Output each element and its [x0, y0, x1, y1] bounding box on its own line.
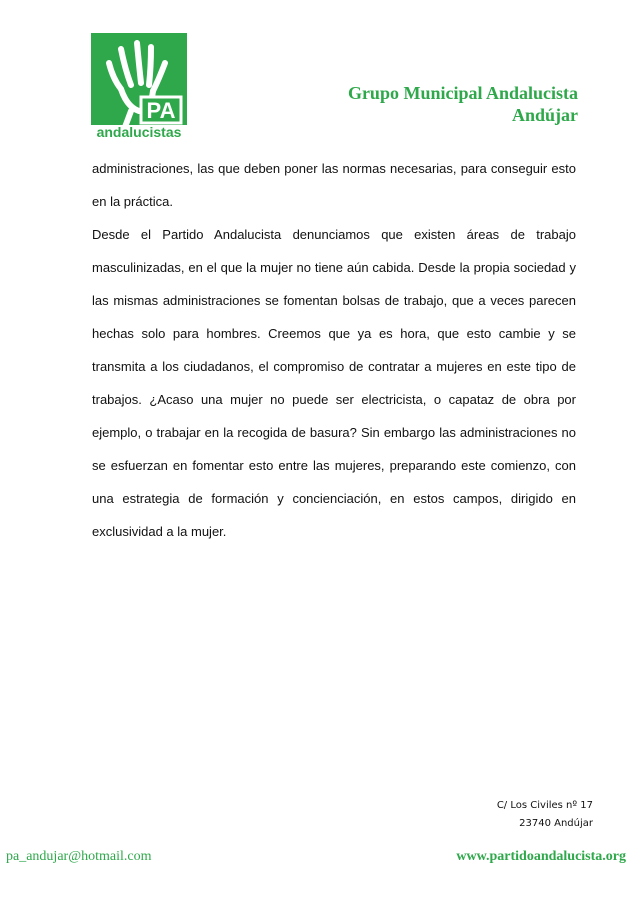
website-link[interactable]: www.partidoandalucista.org	[456, 849, 626, 864]
logo-monogram: PA	[146, 98, 176, 123]
body-text	[92, 152, 576, 548]
header-title-line1: Grupo Municipal Andalucista	[347, 83, 578, 103]
header-title	[218, 82, 578, 126]
logo-wordmark: andalucistas	[96, 124, 182, 139]
paragraph: Desde el Partido Andalucista denunciamos que existen áreas de trabajo masculinizadas, en el que la mujer no tiene aún cabida. Desde la propia sociedad y las mismas administraciones se fomentan bolsas de trabajo, que a veces parecen hechas solo para hombres. Creemos que ya es hora, que esto cambie y se transmita a los ciudadanos, el compromiso de contratar a mujeres en este tipo de trabajos. ¿Acaso una mujer no puede ser electricista, o capataz de obra por ejemplo, o trabajar en la recogida de basura? Sin embargo las administraciones no se esfuerzan en fomentar esto entre las mujeres, preparando este comienzo, con una estrategia de formación y concienciación, en estos campos, dirigido en exclusividad a la mujer.	[92, 227, 576, 539]
address-city: 23740 Andújar	[519, 818, 593, 829]
postal-address	[497, 797, 593, 833]
email-link[interactable]: pa_andujar@hotmail.com	[6, 849, 152, 864]
address-street: C/ Los Civiles nº 17	[496, 800, 593, 811]
party-logo	[91, 33, 187, 139]
pa-hand-logo-icon	[91, 33, 187, 139]
paragraph: administraciones, las que deben poner las normas necesarias, para conseguir esto en la práctica.	[92, 161, 576, 209]
header-title-line2: Andújar	[511, 105, 578, 125]
